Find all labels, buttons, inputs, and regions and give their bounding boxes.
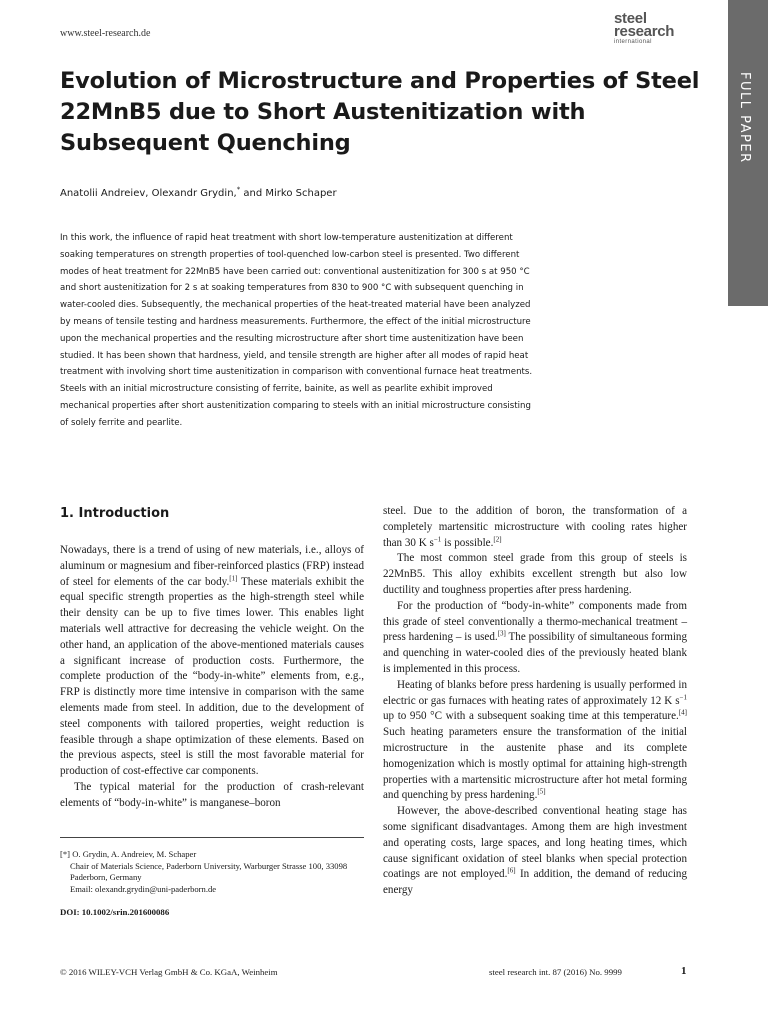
intro-paragraph-5: For the production of “body-in-white” components made from this grade of steel conventionally a thermo-mechanical treatment – press hardening – is used.[3] The possibility of simultaneous forming and quenching in water-cooled dies of the previously heated blank is implemented in this process. — [383, 599, 687, 675]
authors-part2: and Mirko Schaper — [240, 188, 337, 199]
footnote-email[interactable]: Email: olexandr.grydin@uni-paderborn.de — [70, 883, 217, 894]
copyright-notice: © 2016 WILEY-VCH Verlag GmbH & Co. KGaA, Weinheim — [60, 967, 278, 977]
journal-citation: steel research int. 87 (2016) No. 9999 — [489, 967, 622, 977]
paper-title: Evolution of Microstructure and Properties of Steel 22MnB5 due to Short Austenitization with Subsequent Quenching — [60, 68, 700, 156]
section-heading-introduction: 1. Introduction — [60, 506, 170, 521]
intro-paragraph-2: The typical material for the production of crash-relevant elements of “body-in-white” is manganese–boron — [60, 780, 364, 809]
journal-logo — [614, 12, 694, 45]
citation-2[interactable]: [2] — [493, 534, 502, 543]
logo-line-international: international — [614, 39, 652, 45]
intro-paragraph-6: Heating of blanks before press hardening is usually performed in electric or gas furnaces with heating rates of approximately 12 K $s^{-1}$ up to 950 °C with a subsequent soaking time at this temperature.[4] Such heating parameters ensure the transformation of the initial microstructure in the austenite phase and its complete homogenization which is mostly optimal for attaining high-strength properties with a martensitic microstructure after hot metal forming and quenching by press hardening.[5] — [383, 678, 687, 802]
intro-paragraph-4: The most common steel grade from this group of steels is 22MnB5. This alloy exhibits excellent strength but also low ductility and toughness properties after press hardening. — [383, 552, 687, 596]
footnote-divider — [60, 837, 364, 838]
abstract: In this work, the influence of rapid heat treatment with short low-temperature austenitization at different soaking temperatures on strength properties of tool-quenched low-carbon steel is presented. Two different modes of heat treatment for 22MnB5 have been carried out: conventional austenitization for 300 s at 950 °C and short austenitization for 2 s at soaking temperatures from 830 to 900 °C with subsequent quenching in water-cooled dies. Subsequently, the mechanical properties of the heat-treated material have been analyzed by means of tensile testing and hardness measurements. Furthermore, the effect of the initial microstructure upon the mechanical properties and the resulting microstructure after short time austenitization have been studied. It has been shown that hardness, yield, and tensile strength are higher after all modes of rapid heat treatment with involving short time austenitization in comparison with conventional furnace heat treatments. Steels with an initial microstructure consisting of ferrite, bainite, as well as pearlite exhibit improved mechanical properties after short austenitization comparing to steels with an initial microstructure consisting of solely ferrite and pearlite. — [60, 233, 533, 428]
left-column — [60, 504, 364, 812]
full-paper-tab — [728, 0, 768, 306]
footnote-affiliation: Chair of Materials Science, Paderborn University, Warburger Strasse 100, 33098 Paderborn, Germany — [70, 860, 348, 883]
page-number: 1 — [681, 965, 687, 977]
intro-paragraph-7: However, the above-described conventional heating stage has some significant disadvantages. Among them are high investment and operating costs, large spaces, and long heating times, which cause significant oxidation of steel blanks when special protection coatings are not employed.[6] In addition, the demand of reducing energy — [383, 805, 687, 897]
corresponding-author-footnote — [60, 849, 364, 895]
full-paper-label: FULL PAPER — [737, 72, 752, 164]
right-column — [383, 504, 687, 899]
authors-part1: Anatolii Andreiev, Olexandr Grydin, — [60, 188, 237, 199]
citation-6[interactable]: [6] — [507, 866, 516, 875]
doi-link[interactable]: DOI: 10.1002/srin.201600086 — [60, 907, 170, 917]
logo-line-steel: steel — [614, 10, 647, 27]
citation-3[interactable]: [3] — [497, 629, 506, 638]
journal-url[interactable]: www.steel-research.de — [60, 28, 151, 39]
corresponding-author-mark: * — [236, 185, 241, 194]
citation-4[interactable]: [4] — [678, 708, 687, 717]
author-list — [60, 185, 337, 199]
footnote-mark: [*] — [60, 849, 71, 859]
citation-5[interactable]: [5] — [537, 787, 546, 796]
intro-paragraph-3: steel. Due to the addition of boron, the transformation of a completely martensitic microstructure with cooling rates higher than 30 K $s^{-1}$ is possible.[2] — [383, 505, 687, 549]
footnote-authors: O. Grydin, A. Andreiev, M. Schaper — [72, 849, 197, 859]
intro-paragraph-1: Nowadays, there is a trend of using of new materials, i.e., alloys of aluminum or magnesium and fiber-reinforced plastics (FRP) instead of steel for elements of the car body.[1] These materials exhibit the equal specific strength properties as the high-strength steel while their density can be up to five times lower. This enables light materials well attractive for decreasing the vehicle weight. On the other hand, an application of the above-mentioned materials causes a significant increase of production costs. Furthermore, the complete production of the “body-in-white” elements from, e.g., FRP is distinctly more time intensive in comparison with the same elements made from steel. In addition, due to the development of steel components with tailored properties, weight reduction is feasible through a shape optimization of these elements. Based on the previous aspects, steel is still the most favorable material for production of cost-effective car components. — [60, 544, 364, 778]
citation-1[interactable]: [1] — [229, 573, 238, 582]
logo-line-research: research — [614, 23, 675, 40]
